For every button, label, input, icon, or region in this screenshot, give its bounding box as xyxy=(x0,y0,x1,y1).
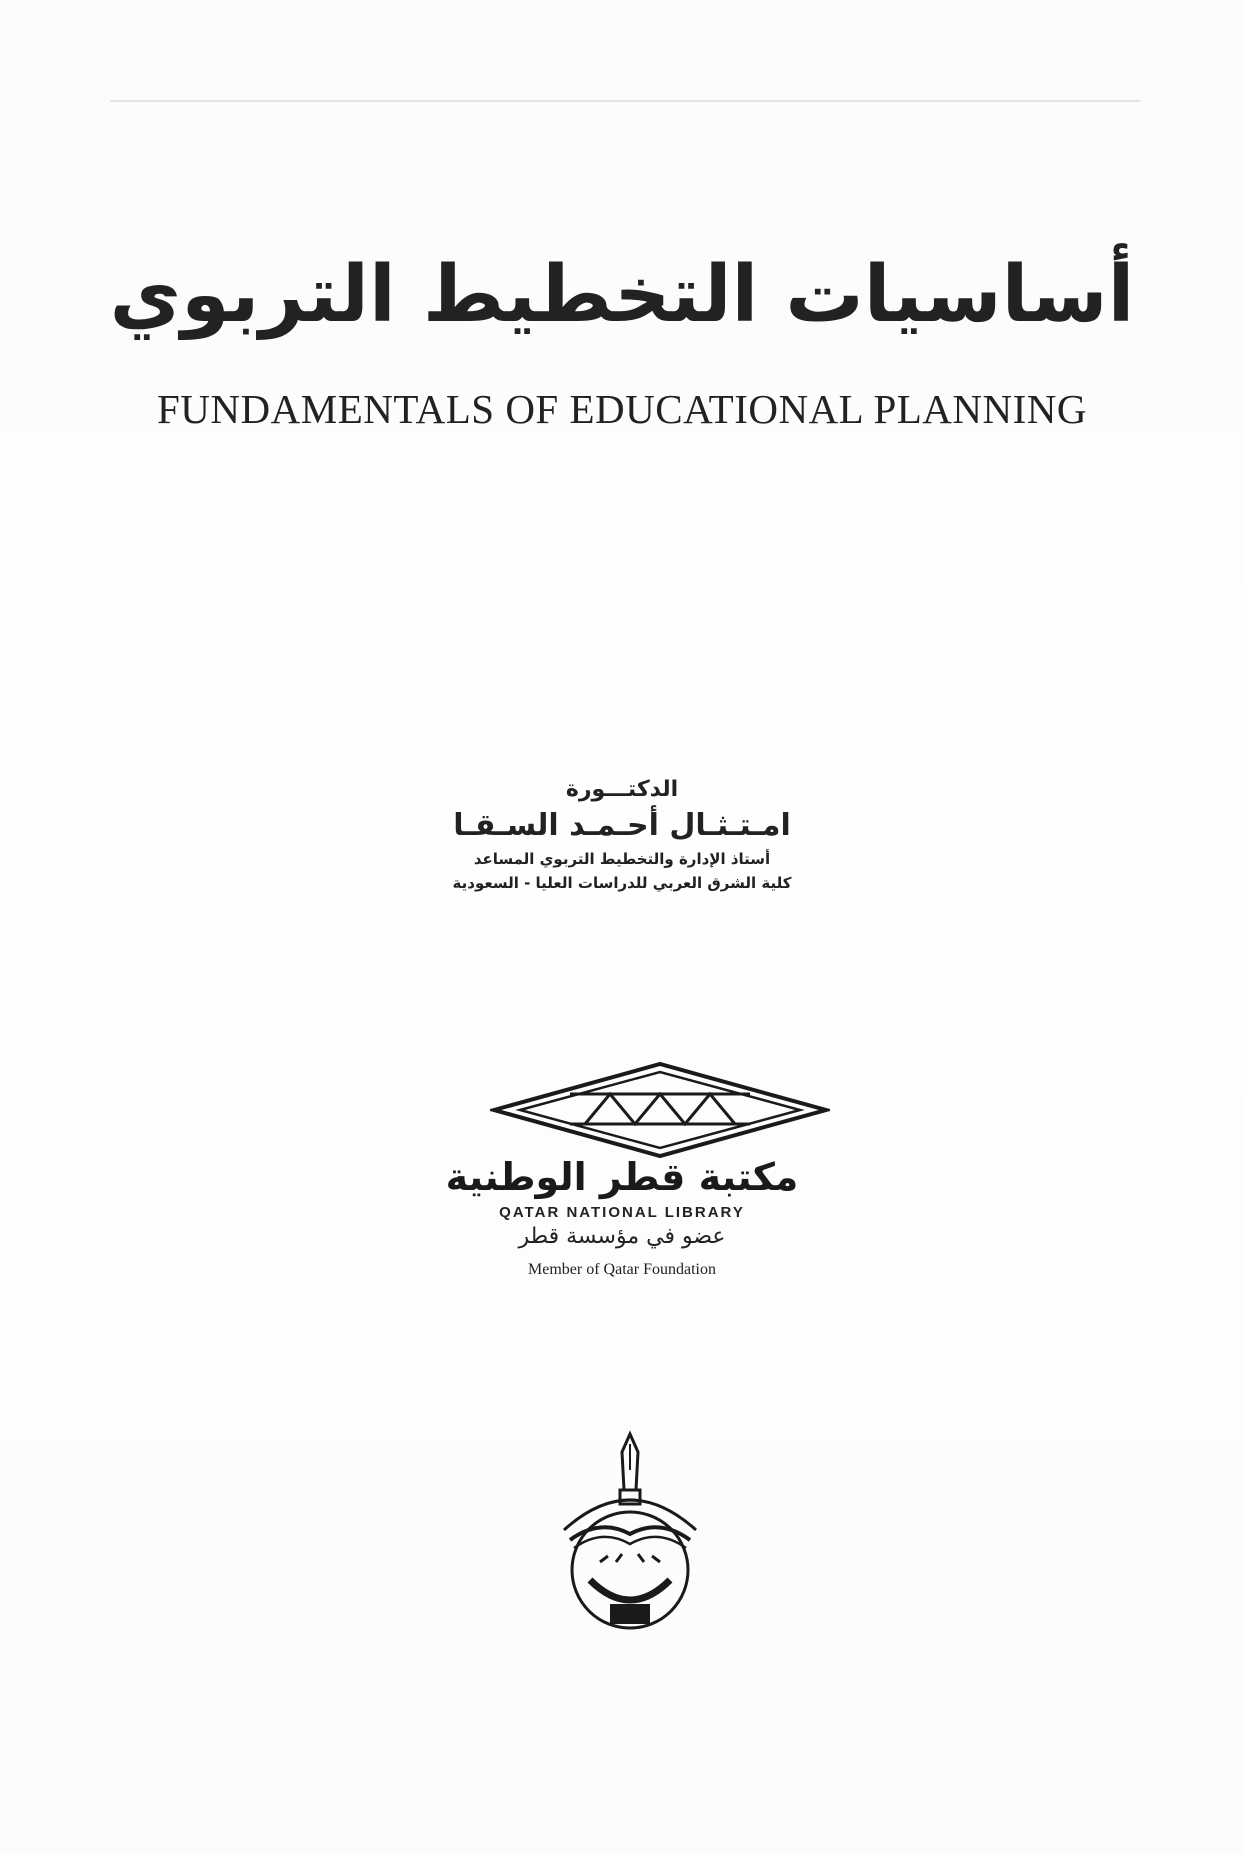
qatar-national-library-logo-icon xyxy=(490,1058,830,1168)
publisher-pen-book-emblem-icon xyxy=(550,1430,710,1630)
author-name: امـتـثـال أحـمـد السـقـا xyxy=(453,808,791,843)
library-arabic-name: مكتبة قطر الوطنية xyxy=(445,1155,799,1199)
faint-top-line xyxy=(110,100,1140,102)
arabic-title: أساسيات التخطيط التربوي xyxy=(109,250,1135,340)
english-title: FUNDAMENTALS OF EDUCATIONAL PLANNING xyxy=(157,386,1087,432)
member-english: Member of Qatar Foundation xyxy=(528,1261,716,1278)
member-arabic: عضو في مؤسسة قطر xyxy=(518,1224,726,1249)
library-english-name: QATAR NATIONAL LIBRARY xyxy=(499,1204,745,1221)
author-academic-title: الدكتـــورة xyxy=(565,777,679,802)
author-institution: كلية الشرق العربي للدراسات العليا - السعودية xyxy=(452,874,792,892)
author-block xyxy=(0,775,1244,895)
author-position: أستاذ الإدارة والتخطيط التربوي المساعد xyxy=(473,850,771,868)
